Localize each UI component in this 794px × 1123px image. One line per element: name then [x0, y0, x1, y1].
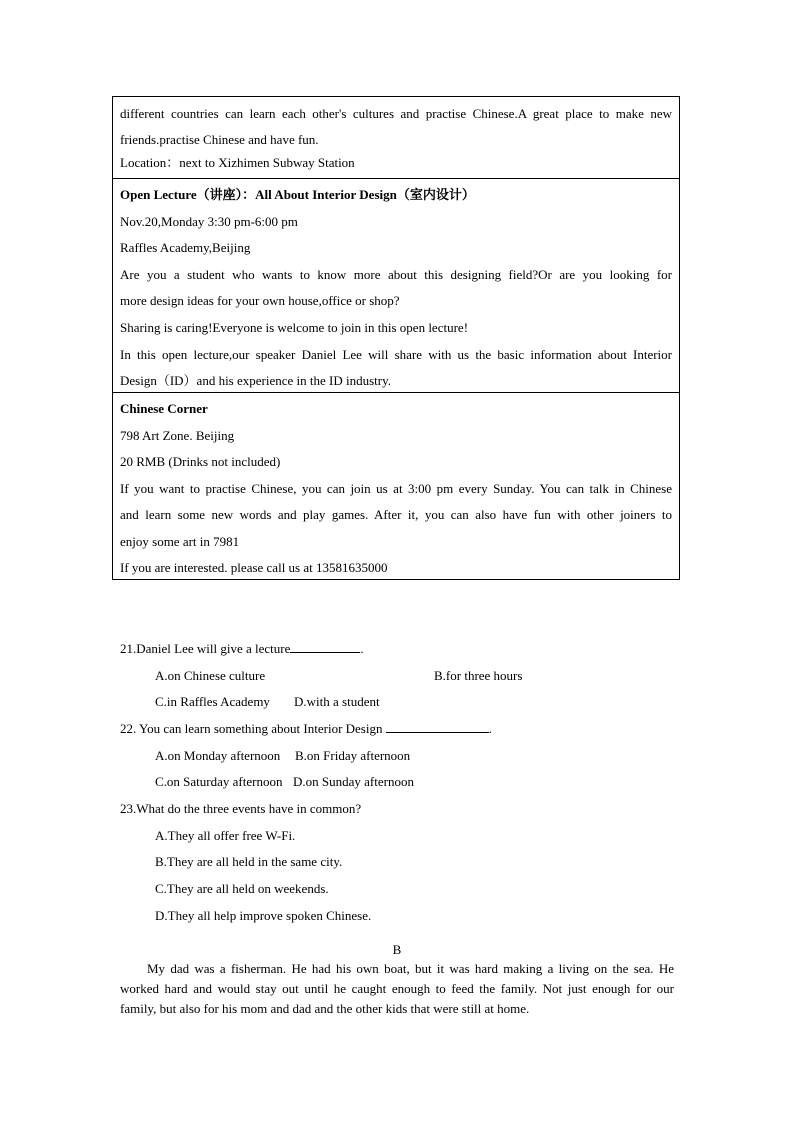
intro-location: Location：next to Xizhimen Subway Station: [120, 155, 355, 170]
events-table: [112, 96, 680, 580]
corner-contact: If you are interested. please call us at 13581635000: [120, 559, 388, 575]
answer-blank-21[interactable]: [290, 640, 360, 653]
lecture-desc-5: Design（ID）and his experience in the ID industry.: [120, 373, 392, 389]
lecture-desc-3: Sharing is caring!Everyone is welcome to join in this open lecture!: [120, 319, 469, 335]
lecture-place: Raffles Academy,Beijing: [120, 240, 251, 256]
passage-line-1: My dad was a fisherman. He had his own boat, but it was hard making a living on the sea. He: [147, 961, 674, 976]
corner-desc-1: If you want to practise Chinese, you can join us at 3:00 pm every Sunday. You can talk in Chinese: [120, 480, 672, 496]
question-22-end: .: [488, 721, 492, 736]
event-cell-chinese-corner: [113, 393, 679, 580]
option-21-b[interactable]: B.for three hours: [434, 668, 523, 683]
option-23-b[interactable]: B.They are all held in the same city.: [155, 854, 343, 869]
corner-title: Chinese Corner: [120, 401, 208, 416]
lecture-desc-4: In this open lecture,our speaker Daniel Lee will share with us the basic information about Interior: [120, 346, 672, 362]
option-23-a[interactable]: A.They all offer free W-Fi.: [155, 828, 296, 843]
passage-line-3: family, but also for his mom and dad and the other kids that were still at home.: [120, 1001, 530, 1016]
lecture-time: Nov.20,Monday 3:30 pm-6:00 pm: [120, 213, 298, 229]
option-23-d[interactable]: D.They all help improve spoken Chinese.: [155, 908, 372, 923]
option-21-d[interactable]: D.with a student: [294, 694, 380, 709]
question-23: 23.What do the three events have in common?: [120, 801, 362, 816]
corner-price: 20 RMB (Drinks not included): [120, 454, 281, 470]
section-b-title: B: [392, 942, 402, 957]
lecture-desc-2: more design ideas for your own house,office or shop?: [120, 293, 400, 309]
section-b-passage: [120, 959, 674, 1019]
option-22-c[interactable]: C.on Saturday afternoon: [155, 774, 283, 789]
answer-blank-22[interactable]: [386, 720, 489, 733]
lecture-title: Open Lecture（讲座）：All About Interior Design（室内设计）: [120, 187, 475, 202]
event-cell-intro: [113, 97, 679, 179]
option-22-a[interactable]: A.on Monday afternoon: [155, 748, 281, 763]
option-21-c[interactable]: C.in Raffles Academy: [155, 694, 270, 709]
passage-line-2: worked hard and would stay out until he caught enough to feed the family. Not just enough for our: [120, 981, 674, 996]
lecture-desc-1: Are you a student who wants to know more about this designing field?Or are you looking for: [120, 266, 672, 282]
option-21-a[interactable]: A.on Chinese culture: [155, 668, 266, 683]
question-21-end: .: [360, 641, 364, 656]
option-23-c[interactable]: C.They are all held on weekends.: [155, 881, 329, 896]
option-22-b[interactable]: B.on Friday afternoon: [295, 748, 411, 763]
question-22-stem: 22. You can learn something about Interior Design: [120, 721, 383, 736]
corner-desc-3: enjoy some art in 7981: [120, 533, 240, 549]
option-22-d[interactable]: D.on Sunday afternoon: [293, 774, 414, 789]
question-22: [120, 716, 492, 743]
corner-desc-2: and learn some new words and play games. After it, you can also have fun with other joiners to: [120, 507, 672, 523]
question-21-stem: 21.Daniel Lee will give a lecture: [120, 641, 291, 656]
event-cell-open-lecture: [113, 179, 679, 393]
question-21: [120, 636, 364, 663]
intro-line-1: different countries can learn each other's cultures and practise Chinese.A great place to make new: [120, 106, 672, 121]
intro-line-2: friends.practise Chinese and have fun.: [120, 132, 319, 147]
corner-place: 798 Art Zone. Beijing: [120, 427, 235, 443]
